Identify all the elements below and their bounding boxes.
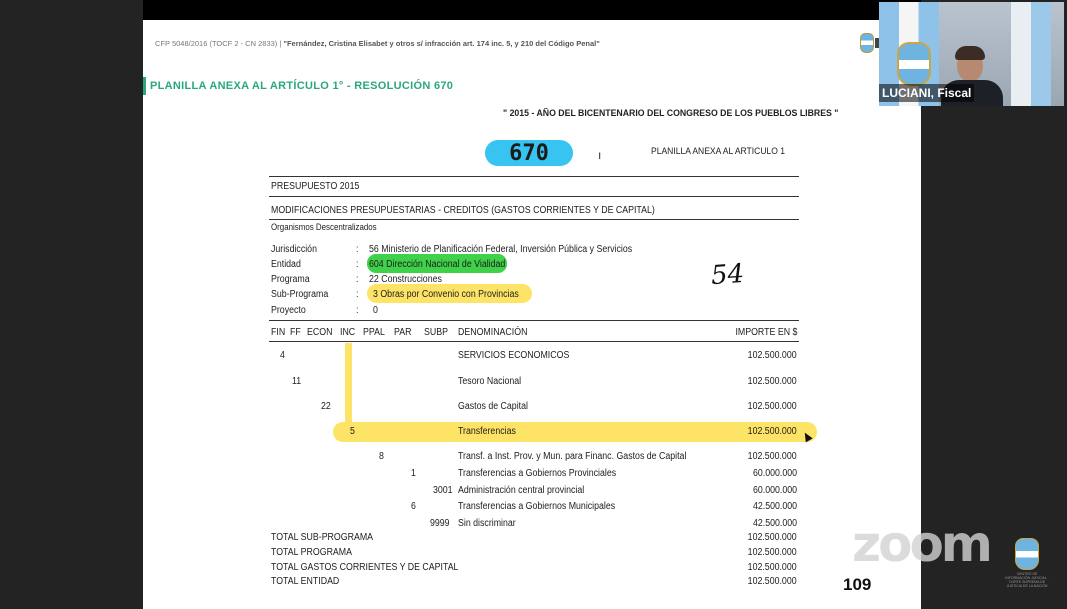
argentina-flag-right (1011, 2, 1051, 106)
info-label: Sub-Programa (271, 289, 329, 300)
info-value: 3 Obras por Convenio con Provincias (373, 289, 519, 300)
row-amount: 42.500.000 (752, 518, 797, 529)
modificaciones-label: MODIFICACIONES PRESUPUESTARIAS - CREDITOS (GASTOS CORRIENTES Y DE CAPITAL) (271, 205, 655, 216)
total-label: TOTAL GASTOS CORRIENTES Y DE CAPITAL (271, 562, 459, 573)
row-name: Tesoro Nacional (458, 376, 522, 387)
row-name: Gastos de Capital (458, 401, 528, 412)
row-name: SERVICIOS ECONOMICOS (458, 350, 570, 361)
row-amount: 60.000.000 (752, 468, 797, 479)
info-separator: : (356, 274, 359, 285)
participant-video-tile[interactable] (879, 2, 1064, 106)
column-header-fin: FIN (271, 327, 286, 338)
info-label: Jurisdicción (271, 244, 317, 255)
yellow-highlight-row (333, 422, 817, 442)
row-code: 1 (411, 468, 416, 479)
column-header-ff: FF (290, 327, 301, 338)
participant-hair (955, 46, 985, 60)
court-seal-icon (1015, 538, 1039, 570)
row-code: 3001 (433, 485, 453, 496)
divider (269, 320, 799, 321)
seal-caption: CENTRO DE INFORMACIÓN JUDICIAL · CORTE SUPREMA DE JUSTICIA DE LA NACIÓN (1005, 572, 1049, 588)
zoom-logo: zoom (852, 515, 990, 573)
divider (269, 176, 799, 177)
row-name: Transferencias a Gobiernos Provinciales (458, 468, 617, 479)
row-code: 5 (350, 426, 355, 437)
info-separator: : (356, 244, 359, 255)
column-header-subp: SUBP (424, 327, 448, 338)
organismos-label: Organismos Descentralizados (271, 222, 377, 232)
info-separator: : (356, 259, 359, 270)
column-header-importe: IMPORTE EN $ (735, 327, 797, 338)
row-code: 4 (280, 350, 285, 361)
total-amount: 102.500.000 (748, 532, 797, 543)
divider (269, 341, 799, 342)
row-amount: 102.500.000 (748, 350, 797, 361)
info-label: Programa (271, 274, 310, 285)
row-amount: 102.500.000 (748, 451, 797, 462)
column-header-par: PAR (394, 327, 412, 338)
document-title: " 2015 - AÑO DEL BICENTENARIO DEL CONGRESO DE LOS PUEBLOS LIBRES " (503, 108, 839, 119)
total-amount: 102.500.000 (748, 547, 797, 558)
info-label: Entidad (271, 259, 301, 270)
column-header-denominacion: DENOMINACIÓN (458, 327, 528, 338)
row-amount: 42.500.000 (752, 501, 797, 512)
scanned-document (143, 0, 921, 609)
row-name: Transferencias (458, 426, 516, 437)
column-header-inc: INC (340, 327, 356, 338)
info-value: 56 Ministerio de Planificación Federal, Inversión Pública y Servicios (369, 244, 633, 255)
yellow-highlight-column (345, 343, 352, 426)
case-header-number: CFP 5048/2016 (TOCF 2 - CN 2833) | (155, 39, 284, 48)
total-label: TOTAL SUB-PROGRAMA (271, 532, 374, 543)
tick-mark-icon: ı (598, 148, 602, 162)
info-separator: : (356, 305, 359, 316)
row-code: 9999 (430, 518, 450, 529)
column-header-econ: ECON (307, 327, 333, 338)
row-name: Transferencias a Gobiernos Municipales (458, 501, 616, 512)
row-amount: 60.000.000 (752, 485, 797, 496)
column-header-ppal: PPAL (363, 327, 385, 338)
case-header-caption: "Fernández, Cristina Elisabet y otros s/ infracción art. 174 inc. 5, y 210 del Código Penal" (283, 39, 600, 48)
row-amount: 102.500.000 (748, 401, 797, 412)
presupuesto-label: PRESUPUESTO 2015 (271, 181, 360, 192)
resolution-number-badge: 670 (485, 140, 573, 166)
info-separator: : (356, 289, 359, 300)
row-name: Administración central provincial (458, 485, 585, 496)
info-label: Proyecto (271, 305, 306, 316)
total-label: TOTAL PROGRAMA (271, 547, 353, 558)
total-amount: 102.500.000 (748, 576, 797, 587)
section-title: PLANILLA ANEXA AL ARTÍCULO 1° - RESOLUCIÓN 670 (150, 80, 454, 92)
argentina-crest-icon (897, 42, 931, 86)
divider (269, 196, 799, 197)
info-value: 22 Construcciones (369, 274, 442, 285)
row-code: 22 (321, 401, 331, 412)
shared-screen-slide (143, 0, 921, 609)
total-amount: 102.500.000 (748, 562, 797, 573)
info-value: 0 (373, 305, 378, 316)
handwritten-note: 54 (709, 258, 746, 292)
row-amount: 102.500.000 (748, 426, 797, 437)
participant-name-label: LUCIANI, Fiscal (879, 84, 974, 102)
page-number: 109 (843, 575, 872, 594)
row-code: 11 (292, 376, 302, 387)
row-name: Transf. a Inst. Prov. y Mun. para Financ. Gastos de Capital (458, 451, 687, 462)
row-name: Sin discriminar (458, 518, 516, 529)
info-value: 604 Dirección Nacional de Vialidad (369, 259, 506, 270)
row-amount: 102.500.000 (748, 376, 797, 387)
total-label: TOTAL ENTIDAD (271, 576, 340, 587)
planilla-label: PLANILLA ANEXA AL ARTICULO 1 (651, 146, 786, 157)
divider (269, 219, 799, 220)
row-code: 6 (411, 501, 416, 512)
row-code: 8 (379, 451, 384, 462)
